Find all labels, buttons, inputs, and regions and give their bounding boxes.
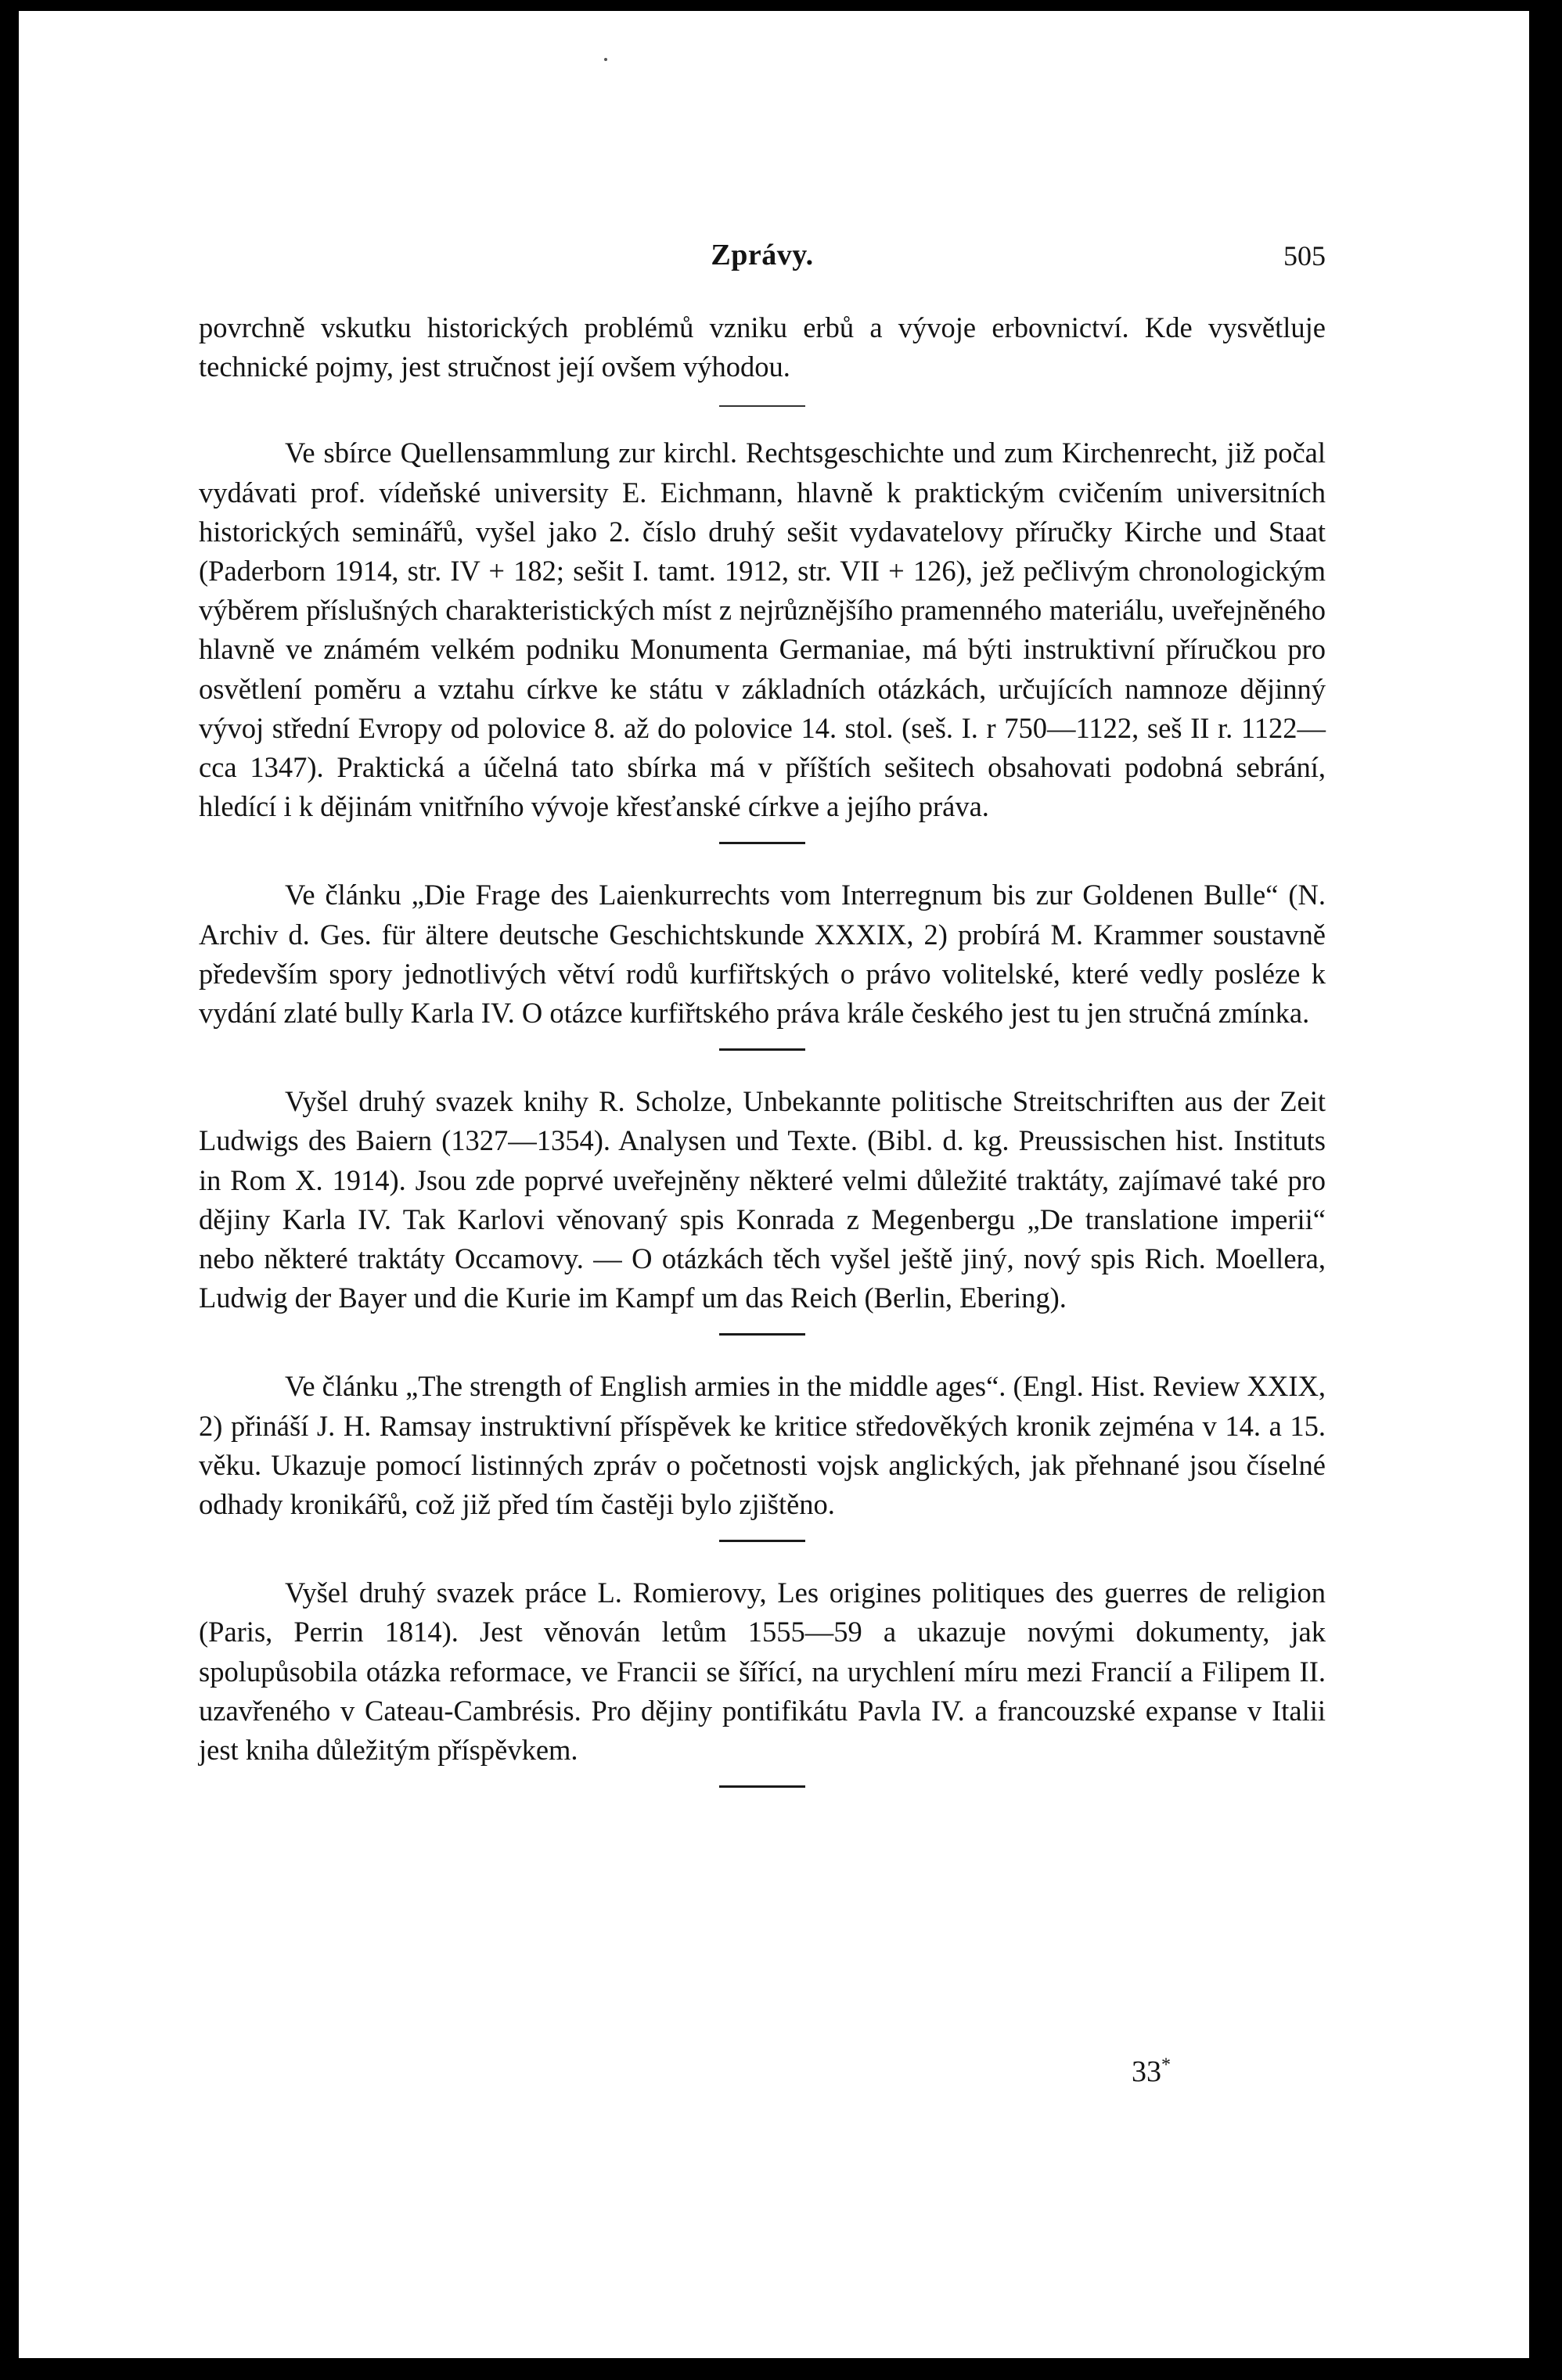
section-divider [719,1048,805,1051]
paragraph-1: povrchně vskutku historických problémů vzniku erbů a vývoje erbovnictví. Kde vysvětluje technické pojmy, jest stručnost její ovšem výhodou. [199,311,1326,383]
paragraph-5: Ve článku „The strength of English armies in the middle ages“. (Engl. Hist. Review XXIX, 2) přináší J. H. Ramsay instruktivní příspěvek ke kritice středověkých kronik zejména v 14. a 15. věku. Ukazuje pomocí listinných zpráv o početnosti vojsk anglických, jak přehnané jsou číselné odhady kronikářů, což již před tím častěji bylo zjištěno. [199,1370,1326,1521]
section-divider [719,1540,805,1542]
page-body [199,308,1326,1819]
document-page [19,11,1529,2358]
signature-number: 33 [1132,2055,1161,2088]
paragraph-2: Ve sbírce Quellensammlung zur kirchl. Rechtsgeschichte und zum Kirchenrecht, již počal vydávati prof. vídeňské university E. Eichmann, hlavně k praktickým cvičením universitních historických seminářů, vyšel jako 2. číslo druhý sešit vydavatelovy příručky Kirche und Staat (Paderborn 1914, str. IV + 182; sešit I. tamt. 1912, str. VII + 126), jež pečlivým chronologickým výběrem příslušných charakteristických míst z nejrůznějšího pramenného materiálu, uveřejněného hlavně ve známém velkém podniku Monumenta Germaniae, má býti instruktivní příručkou pro osvětlení poměru a vztahu církve ke státu v základních otázkách, určujících namnoze dějinný vývoj střední Evropy od polovice 8. až do polovice 14. stol. (seš. I. r 750—1122, seš II r. 1122—cca 1347). Praktická a účelná tato sbírka má v příštích sešitech obsahovati podobná sebrání, hledící i k dějinám vnitřního vývoje křesťanské církve a jejího práva. [199,437,1326,823]
signature-star: * [1161,2055,1171,2076]
page-header [199,238,1326,285]
signature-mark [1132,2055,1171,2089]
running-title: Zprávy. [711,239,814,271]
paragraph-6: Vyšel druhý svazek práce L. Romierovy, Les origines politiques des guerres de religion (Paris, Perrin 1814). Jest věnován letům 1555—59 a ukazuje novými dokumenty, jak spolupůsobila otázka reformace, ve Francii se šířící, na urychlení míru mezi Francií a Filipem II. uzavřeného v Cateau-Cambrésis. Pro dějiny pontifikátu Pavla IV. a francouzské expanse v Italii jest kniha důležitým příspěvkem. [199,1576,1326,1767]
scan-speck [604,58,607,61]
section-divider [719,1333,805,1336]
section-divider [719,405,805,407]
paragraph-4: Vyšel druhý svazek knihy R. Scholze, Unbekannte politische Streitschriften aus der Zeit Ludwigs des Baiern (1327—1354). Analysen und Texte. (Bibl. d. kg. Preussischen hist. Instituts in Rom X. 1914). Jsou zde poprvé uveřejněny některé velmi důležité traktáty, zajímavé také pro dějiny Karla IV. Tak Karlovi věnovaný spis Konrada z Megenbergu „De translatione imperii“ nebo některé traktáty Occamovy. — O otázkách těch vyšel ještě jiný, nový spis Rich. Moellera, Ludwig der Bayer und die Kurie im Kampf um das Reich (Berlin, Ebering). [199,1085,1326,1314]
page-number: 505 [1283,240,1326,271]
paragraph-3: Ve článku „Die Frage des Laienkurrechts vom Interregnum bis zur Goldenen Bulle“ (N. Archiv d. Ges. für ältere deutsche Geschichtskunde XXXIX, 2) probírá M. Krammer soustavně především spory jednotlivých větví rodů kurfiřtských o právo volitelské, které vedly posléze k vydání zlaté bully Karla IV. O otázce kurfiřtského práva krále českého jest tu jen stručná zmínka. [199,879,1326,1030]
section-divider [719,842,805,844]
section-divider [719,1785,805,1788]
